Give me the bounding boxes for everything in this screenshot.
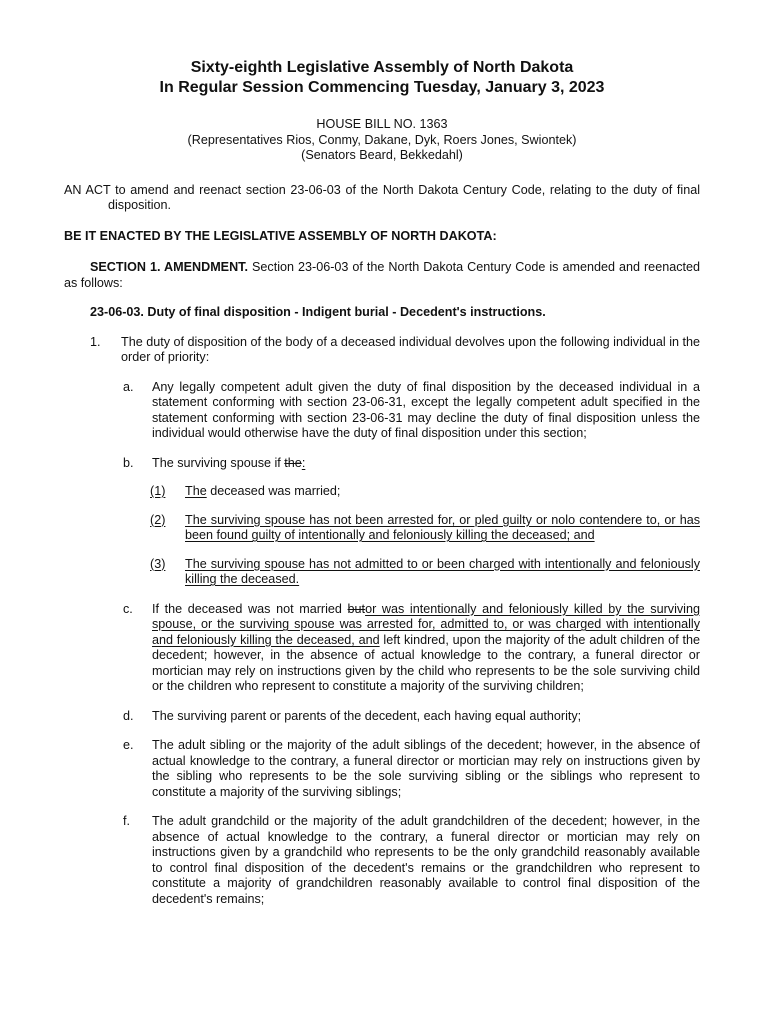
deleted-text: the xyxy=(284,455,302,470)
section-label: SECTION 1. AMENDMENT. xyxy=(90,260,248,274)
item-label: b. xyxy=(123,455,134,470)
inserted-text: : xyxy=(301,455,306,470)
item-text: Any legally competent adult given the duty of final disposition by the deceased individual in a statement conforming with section 23-06-31, except the legally competent adult specified in the statement conforming with section 23-06-31 may decline the duty of final disposition unless the individual would otherwise have the duty of final disposition under this section; xyxy=(152,379,700,440)
inserted-text: or was intentionally and feloniously killed by the surviving spouse, or the surviving spouse was arrested for, admitted to, or was charged with intentionally and feloniously killing the deceased, and xyxy=(152,601,700,647)
item-text: If the deceased was not married xyxy=(152,601,348,616)
item-text-continued: left kindred, upon the majority of the adult children of the decedent; however, in the absence of actual knowledge to the contrary, a funeral director or mortician may rely on instructions given by the child who represents to be the sole surviving child or the children who represent to constitute a majority of the surviving children; xyxy=(152,632,700,693)
subdivision-a xyxy=(64,380,700,442)
senators-list: (Senators Beard, Bekkedahl) xyxy=(301,148,463,162)
deleted-text: but xyxy=(347,601,366,616)
act-title: AN ACT to amend and reenact section 23-06-03 of the North Dakota Century Code, relating to the duty of final disposition. xyxy=(64,182,700,212)
item-label: d. xyxy=(123,708,134,723)
subsection-1 xyxy=(64,335,700,366)
item-label: e. xyxy=(123,738,134,752)
paragraph-b-1 xyxy=(64,484,700,500)
inserted-text: The xyxy=(185,484,207,498)
title-line-1: Sixty-eighth Legislative Assembly of North Dakota xyxy=(190,59,574,76)
item-text: The adult grandchild or the majority of the adult grandchildren of the decedent; however, in the absence of actual knowledge to the contrary, a funeral director or mortician may rely on instructions given by a grandchild who represents to be the only grandchild reasonably available to control final disposition of the decedent's remains or the grandchildren who represent to constitute a majority of grandchildren reasonably available to control final disposition of the decedent's remains; xyxy=(152,814,700,906)
bill-number: HOUSE BILL NO. 1363 xyxy=(316,117,448,131)
paragraph-b-2 xyxy=(64,513,700,544)
item-label: f. xyxy=(123,814,130,828)
item-text: The duty of disposition of the body of a deceased individual devolves upon the following individual in the order of priority: xyxy=(121,334,700,364)
section-1-amendment xyxy=(64,260,700,291)
subdivision-d xyxy=(64,709,700,725)
item-label: (2) xyxy=(150,512,166,527)
item-text: The surviving spouse if xyxy=(152,455,285,470)
inserted-text: The surviving spouse has not been arrested for, or pled guilty or nolo contendere to, or has been found guilty of intentionally and feloniously killing the deceased; and xyxy=(185,512,700,542)
enacting-clause: BE IT ENACTED BY THE LEGISLATIVE ASSEMBLY OF NORTH DAKOTA: xyxy=(64,228,497,243)
subdivision-e xyxy=(64,738,700,800)
item-label: a. xyxy=(123,379,134,394)
paragraph-b-3 xyxy=(64,557,700,588)
section-text: Section 23-06-03 of the North Dakota Century Code is amended and reenacted as follows: xyxy=(64,260,701,290)
item-text: deceased was married; xyxy=(206,484,341,498)
item-label: (3) xyxy=(150,556,166,571)
subdivision-c xyxy=(64,602,700,695)
representatives-list: (Representatives Rios, Conmy, Dakane, Dyk, Roers Jones, Swiontek) xyxy=(187,132,577,147)
subdivision-b xyxy=(64,456,700,472)
item-text: The adult sibling or the majority of the adult siblings of the decedent; however, in the absence of actual knowledge to the contrary, a funeral director or mortician may rely on instructions given by the sibling who represents to be the sole surviving sibling or the siblings who represent to constitute a majority of the surviving siblings; xyxy=(152,738,700,799)
bill-page xyxy=(64,58,700,907)
item-label: 1. xyxy=(90,334,101,349)
item-label: c. xyxy=(123,601,133,616)
title-line-2: In Regular Session Commencing Tuesday, January 3, 2023 xyxy=(159,79,605,96)
item-label: (1) xyxy=(150,484,166,498)
section-heading: 23-06-03. Duty of final disposition - Indigent burial - Decedent's instructions. xyxy=(90,305,546,319)
item-text: The surviving parent or parents of the decedent, each having equal authority; xyxy=(152,708,582,723)
subdivision-f xyxy=(64,814,700,907)
inserted-text: The surviving spouse has not admitted to or been charged with intentionally and feloniously killing the deceased. xyxy=(185,556,700,586)
bill-sponsors-block xyxy=(64,117,700,164)
document-title xyxy=(64,58,700,98)
